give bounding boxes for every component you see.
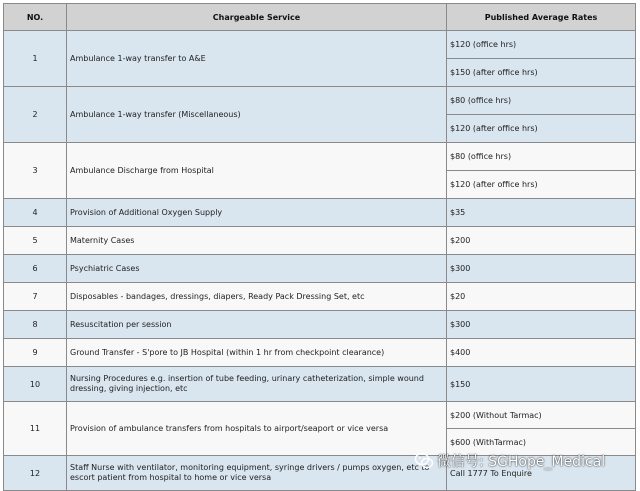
rate-cell: $600 (WithTarmac) — [447, 429, 636, 456]
row-number: 5 — [4, 227, 67, 255]
row-number: 11 — [4, 402, 67, 456]
header-rates: Published Average Rates — [447, 4, 636, 31]
wechat-icon — [414, 451, 434, 471]
rate-cell: $120 (office hrs) — [447, 31, 636, 59]
row-number: 12 — [4, 456, 67, 491]
service-cell: Staff Nurse with ventilator, monitoring equipment, syringe drivers / pumps oxygen, etc to escort patient from hospital to home or vice versa — [67, 456, 447, 491]
table-row — [4, 227, 636, 255]
header-service: Chargeable Service — [67, 4, 447, 31]
rate-cell: $300 — [447, 311, 636, 339]
rates-table — [3, 3, 636, 491]
rate-cell: $20 — [447, 283, 636, 311]
table-row — [4, 87, 636, 115]
service-cell: Ground Transfer - S'pore to JB Hospital (within 1 hr from checkpoint clearance) — [67, 339, 447, 367]
rate-cell: $200 — [447, 227, 636, 255]
rate-cell: $35 — [447, 199, 636, 227]
rate-cell: $80 (office hrs) — [447, 87, 636, 115]
watermark — [414, 450, 638, 472]
table-row — [4, 339, 636, 367]
header-row — [4, 4, 636, 31]
service-cell: Disposables - bandages, dressings, diapers, Ready Pack Dressing Set, etc — [67, 283, 447, 311]
rate-cell: $150 (after office hrs) — [447, 59, 636, 87]
rate-cell: $300 — [447, 255, 636, 283]
service-cell: Provision of Additional Oxygen Supply — [67, 199, 447, 227]
service-cell: Psychiatric Cases — [67, 255, 447, 283]
header-no: NO. — [4, 4, 67, 31]
table-row — [4, 311, 636, 339]
row-number: 2 — [4, 87, 67, 143]
row-number: 7 — [4, 283, 67, 311]
rate-cell: $120 (after office hrs) — [447, 115, 636, 143]
table-row — [4, 402, 636, 429]
rate-cell: $80 (office hrs) — [447, 143, 636, 171]
row-number: 3 — [4, 143, 67, 199]
table-row — [4, 255, 636, 283]
service-cell: Resuscitation per session — [67, 311, 447, 339]
row-number: 6 — [4, 255, 67, 283]
table-row — [4, 199, 636, 227]
service-cell: Ambulance 1-way transfer to A&E — [67, 31, 447, 87]
rate-cell: $120 (after office hrs) — [447, 171, 636, 199]
table-row — [4, 143, 636, 171]
service-cell: Nursing Procedures e.g. insertion of tube feeding, urinary catheterization, simple wound dressing, giving injection, etc — [67, 367, 447, 402]
rate-cell: $200 (Without Tarmac) — [447, 402, 636, 429]
table-row — [4, 283, 636, 311]
service-cell: Ambulance Discharge from Hospital — [67, 143, 447, 199]
service-cell: Provision of ambulance transfers from hospitals to airport/seaport or vice versa — [67, 402, 447, 456]
service-cell: Maternity Cases — [67, 227, 447, 255]
rate-cell: $150 — [447, 367, 636, 402]
rate-cell: $400 — [447, 339, 636, 367]
row-number: 9 — [4, 339, 67, 367]
rate-cell: Call 1777 To Enquire — [447, 456, 636, 491]
service-cell: Ambulance 1-way transfer (Miscellaneous) — [67, 87, 447, 143]
table-row — [4, 367, 636, 402]
row-number: 10 — [4, 367, 67, 402]
row-number: 4 — [4, 199, 67, 227]
table-row — [4, 31, 636, 59]
row-number: 8 — [4, 311, 67, 339]
row-number: 1 — [4, 31, 67, 87]
watermark-text: 微信号: SGHope_Medical — [437, 454, 606, 470]
